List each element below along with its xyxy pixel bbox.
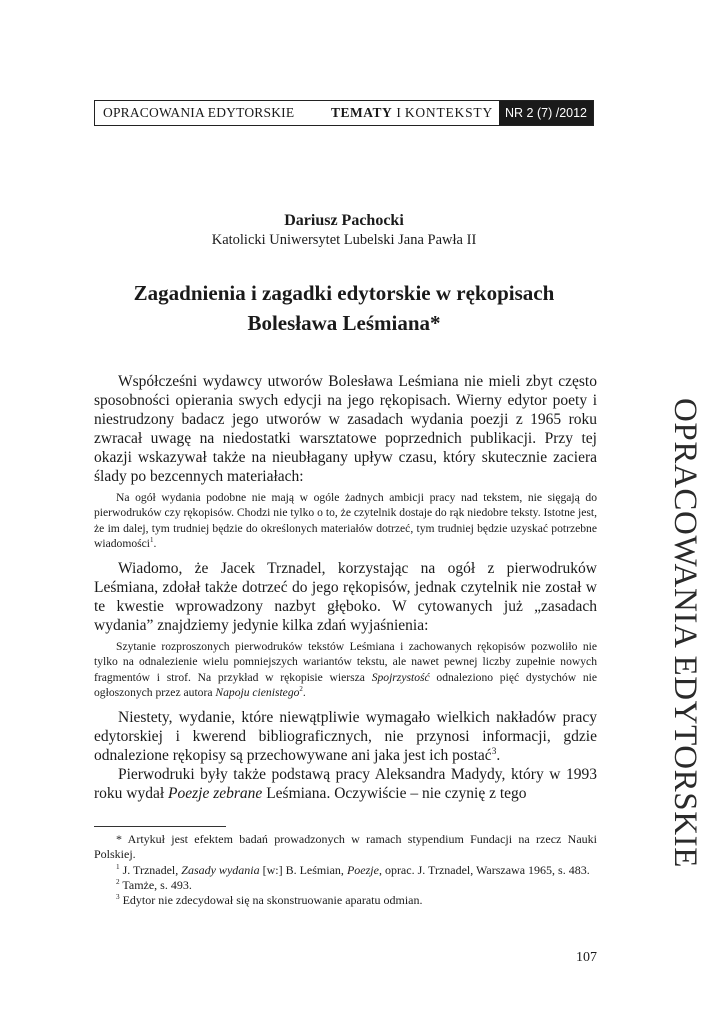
journal-part1: TEMATY	[331, 105, 393, 120]
footnote-ref-2: 2	[299, 685, 303, 694]
footnote-1-text-b: [w:] B. Leśmian,	[259, 862, 347, 877]
running-header	[94, 100, 594, 126]
quotation-2-text-a: Szytanie rozproszonych pierwodruków tekstów Leśmiana i zachowanych rękopisów pozwoliło nie tylko na odnalezienie wielu pomniejszych wariantów tekstu, ale nawet pewnej liczby zupełnie nowych fragmentów i strof. Na przykład w rękopisie wiersza	[94, 640, 597, 684]
paragraph-4	[94, 765, 597, 803]
page-number: 107	[576, 950, 597, 965]
author-affiliation: Katolicki Uniwersytet Lubelski Jana Pawła II	[211, 232, 477, 248]
footnote-1-italic-2: Poezje	[346, 862, 379, 877]
author-name: Dariusz Pachocki	[284, 212, 404, 229]
title-line-1: Zagadnienia i zagadki edytorskie w rękopisach	[133, 281, 555, 305]
quotation-2-italic-2: Napoju cienistego	[215, 686, 300, 700]
quotation-2	[94, 639, 597, 700]
quotation-2-italic-1: Spojrzystość	[371, 670, 430, 684]
article-body	[94, 372, 597, 803]
footnote-star: * Artykuł jest efektem badań prowadzonych w ramach stypendium Fundacji na rzecz Nauki Polskiej.	[94, 832, 597, 862]
footnote-3-mark: 3	[116, 893, 120, 902]
header-journal	[302, 101, 499, 125]
quotation-2-end: .	[302, 686, 306, 700]
footnote-1	[94, 863, 597, 878]
footnote-1-text-c: , oprac. J. Trznadel, Warszawa 1965, s. 483.	[378, 862, 590, 877]
title-line-2: Bolesława Leśmiana*	[247, 311, 441, 335]
paragraph-3-text: Niestety, wydanie, które niewątpliwie wymagało wielkich nakładów pracy edytorskiej i kwerend bibliograficznych, nie przynosi informacji, gdzie odnalezione rękopisy są przechowywane ani jaka jest ich postać	[94, 709, 597, 765]
paragraph-2: Wiadomo, że Jacek Trznadel, korzystając na ogół z pierwodruków Leśmiana, zdołał także dotrzeć do jego rękopisów, jednak czytelnik nie został w te kwestie wprowadzony nazbyt głęboko. W cytowanych już „zasadach wydania” znajdziemy jedynie kilka zdań wyjaśnienia:	[94, 560, 597, 635]
footnote-1-mark: 1	[116, 862, 120, 871]
footnote-3-text: Edytor nie zdecydował się na skonstruowanie aparatu odmian.	[119, 893, 423, 908]
journal-separator: I	[396, 105, 401, 120]
article-title	[94, 278, 594, 338]
paragraph-1: Współcześni wydawcy utworów Bolesława Leśmiana nie mieli zbyt często sposobności opierania swych edycji na jego rękopisach. Wierny edytor poety i niestrudzony badacz jego utworów w zasadach wydania poezji z 1965 roku zwracał uwagę na niedostatki warsztatowe poprzednich publikacji. Przy tej okazji wskazywał także na nieubłagany upływ czasu, który skutecznie zaciera ślady po bezcennych materiałach:	[94, 373, 597, 485]
side-section-label: OPRACOWANIA EDYTORSKIE	[667, 398, 703, 869]
footnote-ref-3: 3	[491, 747, 497, 758]
footnote-1-italic-1: Zasady wydania	[181, 862, 260, 877]
quotation-1-end: .	[153, 536, 157, 550]
footnote-2-text: Tamże, s. 493.	[119, 877, 192, 892]
paragraph-3-end: .	[496, 747, 501, 765]
footnote-3	[94, 893, 597, 908]
footnote-rule	[94, 826, 226, 827]
paragraph-3	[94, 708, 597, 765]
paragraph-4-text-a: Pierwodruki były także podstawą pracy Aleksandra Madydy, który w 1993 roku wydał	[94, 766, 597, 803]
footnote-ref-1: 1	[150, 536, 154, 545]
journal-part2: KONTEKSTY	[404, 105, 494, 120]
footnotes	[94, 832, 597, 908]
header-series: OPRACOWANIA EDYTORSKIE	[103, 105, 295, 120]
quotation-2-text-b: odnaleziono pięć dystychów nie ogłoszonych przez autora	[94, 670, 597, 700]
quotation-1	[94, 490, 597, 551]
paragraph-4-text-b: Leśmiana. Oczywiście – nie czynię z tego	[262, 785, 527, 803]
issue-badge: NR 2 (7) /2012	[499, 101, 593, 125]
footnote-2	[94, 878, 597, 893]
footnote-2-mark: 2	[116, 877, 120, 886]
footnote-1-text-a: J. Trznadel,	[119, 862, 182, 877]
paragraph-4-italic: Poezje zebrane	[168, 785, 263, 803]
quotation-1-text: Na ogół wydania podobne nie mają w ogóle żadnych ambicji pracy nad tekstem, nie sięgają do pierwodruków czy rękopisów. Chodzi nie tylko o to, że czytelnik dostaje do rąk niedobre teksty. Istotne jest, że im dalej, tym trudniej będzie do określonych materiałów dotrzeć, tym trudniej będzie uzyskać potrzebne wiadomości	[94, 491, 597, 550]
